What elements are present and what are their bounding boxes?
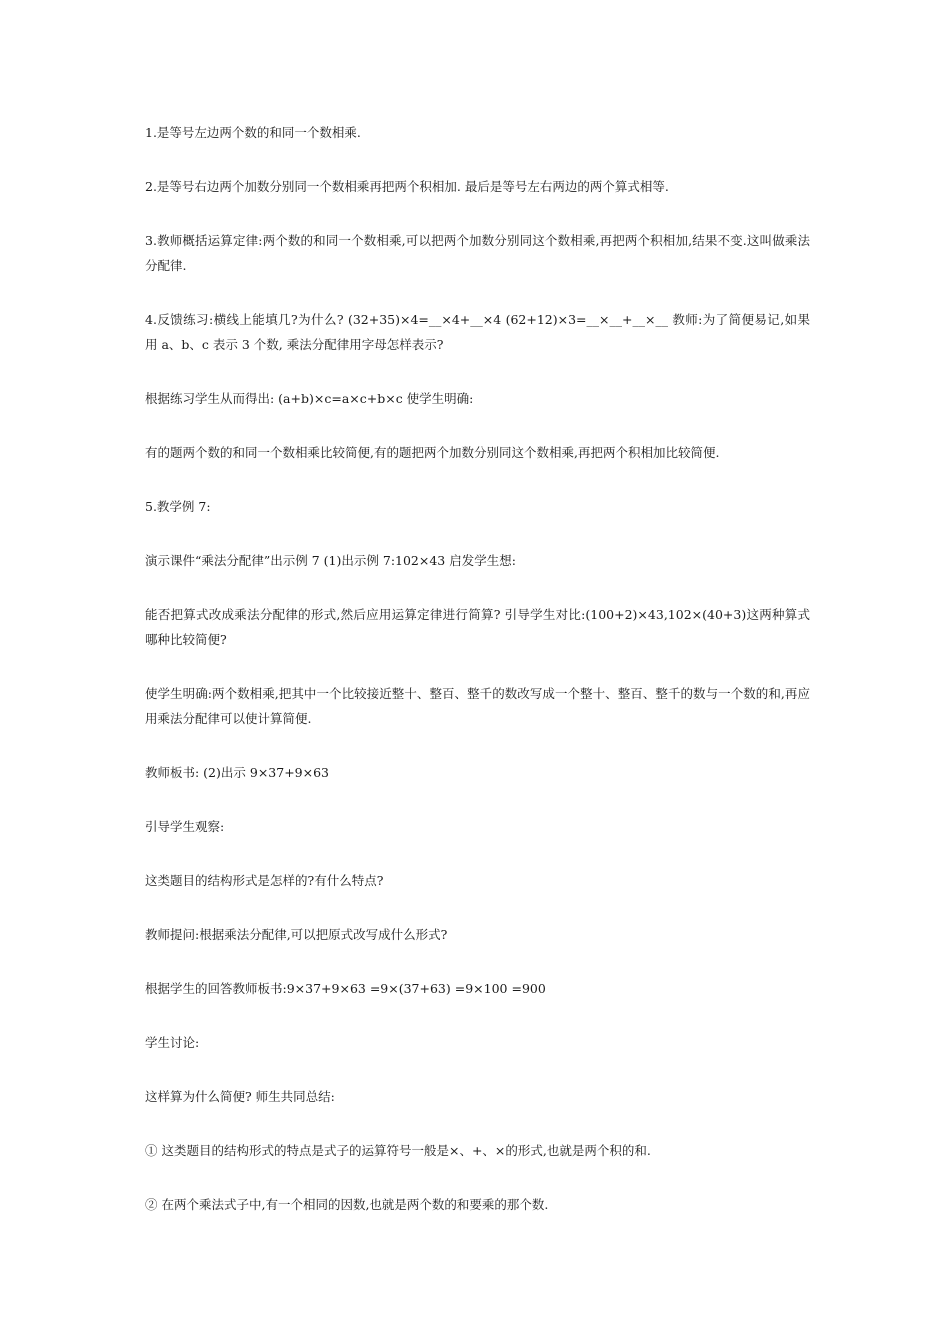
paragraph-18: ① 这类题目的结构形式的特点是式子的运算符号一般是×、+、×的形式,也就是两个积的和. bbox=[145, 1143, 651, 1158]
paragraph-10: 使学生明确:两个数相乘,把其中一个比较接近整十、整百、整千的数改写成一个整十、整百、整千的数与一个数的和,再应用乘法分配律可以使计算简便. bbox=[145, 686, 810, 726]
paragraph-19: ② 在两个乘法式子中,有一个相同的因数,也就是两个数的和要乘的那个数. bbox=[145, 1197, 549, 1212]
paragraph-11: 教师板书: (2)出示 9×37+9×63 bbox=[145, 765, 330, 780]
paragraph-17: 这样算为什么简便? 师生共同总结: bbox=[145, 1089, 335, 1104]
paragraph-2: 2.是等号右边两个加数分别同一个数相乘再把两个积相加. 最后是等号左右两边的两个算式相等. bbox=[145, 179, 669, 194]
paragraph-4: 4.反馈练习:横线上能填几?为什么? (32+35)×4=__×4+__×4 (62+12)×3=__×__+__×__ 教师:为了简便易记,如果用 a、b、c 表示 3 个数, 乘法分配律用字母怎样表示? bbox=[145, 312, 810, 352]
paragraph-15: 根据学生的回答教师板书:9×37+9×63 =9×(37+63) =9×100 =900 bbox=[145, 981, 546, 996]
paragraph-5: 根据练习学生从而得出: (a+b)×c=a×c+b×c 使学生明确: bbox=[145, 391, 474, 406]
paragraph-1: 1.是等号左边两个数的和同一个数相乘. bbox=[145, 125, 361, 140]
paragraph-7: 5.教学例 7: bbox=[145, 499, 211, 514]
document-body bbox=[145, 120, 810, 1246]
paragraph-3: 3.教师概括运算定律:两个数的和同一个数相乘,可以把两个加数分别同这个数相乘,再把两个积相加,结果不变.这叫做乘法分配律. bbox=[145, 233, 810, 273]
paragraph-13: 这类题目的结构形式是怎样的?有什么特点? bbox=[145, 873, 384, 888]
paragraph-9: 能否把算式改成乘法分配律的形式,然后应用运算定律进行简算? 引导学生对比:(100+2)×43,102×(40+3)这两种算式哪种比较简便? bbox=[145, 607, 810, 647]
paragraph-6: 有的题两个数的和同一个数相乘比较简便,有的题把两个加数分别同这个数相乘,再把两个积相加比较简便. bbox=[145, 445, 720, 460]
paragraph-12: 引导学生观察: bbox=[145, 819, 225, 834]
paragraph-16: 学生讨论: bbox=[145, 1035, 200, 1050]
paragraph-8: 演示课件“乘法分配律”出示例 7 (1)出示例 7:102×43 启发学生想: bbox=[145, 553, 516, 568]
paragraph-14: 教师提问:根据乘法分配律,可以把原式改写成什么形式? bbox=[145, 927, 448, 942]
